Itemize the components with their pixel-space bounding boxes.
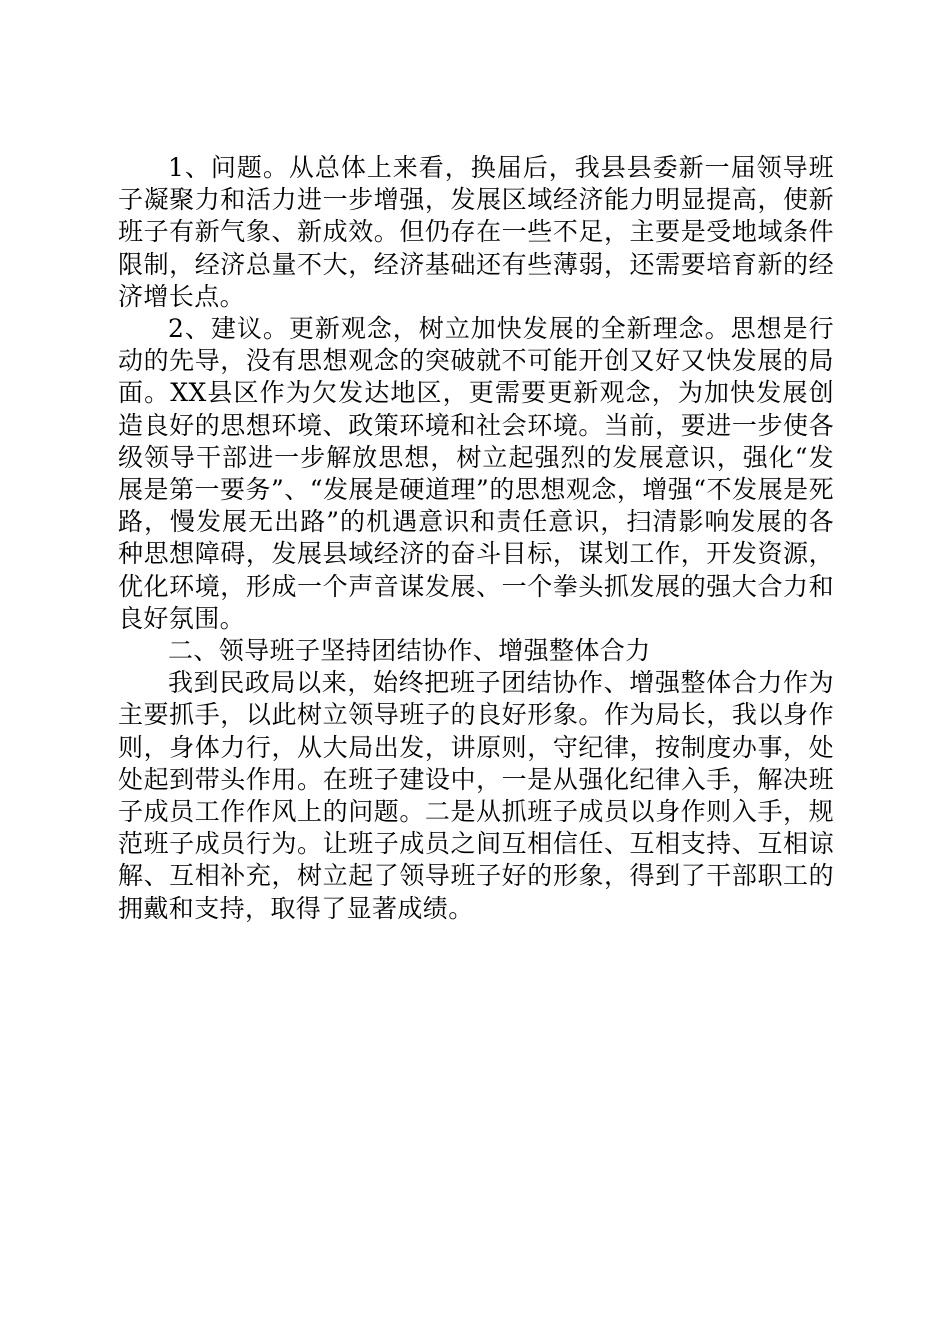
document-body — [118, 152, 834, 925]
paragraph-suggestion: 2、建议。更新观念，树立加快发展的全新理念。思想是行动的先导，没有思想观念的突破就不可能开创又好又快发展的局面。XX县区作为欠发达地区，更需要更新观念，为加快发展创造良好的思想环境、政策环境和社会环境。当前，要进一步使各级领导干部进一步解放思想，树立起强烈的发展意识，强化“发展是第一要务”、“发展是硬道理”的思想观念，增强“不发展是死路，慢发展无出路”的机遇意识和责任意识，扫清影响发展的各种思想障碍，发展县域经济的奋斗目标，谋划工作，开发资源，优化环境，形成一个声音谋发展、一个拳头抓发展的强大合力和良好氛围。 — [118, 314, 834, 633]
paragraph-teamwork: 我到民政局以来，始终把班子团结协作、增强整体合力作为主要抓手，以此树立领导班子的良好形象。作为局长，我以身作则，身体力行，从大局出发，讲原则，守纪律，按制度办事，处处起到带头作用。在班子建设中，一是从强化纪律入手，解决班子成员工作作风上的问题。二是从抓班子成员以身作则入手，规范班子成员行为。让班子成员之间互相信任、互相支持、互相谅解、互相补充，树立起了领导班子好的形象，得到了干部职工的拥戴和支持，取得了显著成绩。 — [118, 668, 834, 923]
paragraph-problem: 1、问题。从总体上来看，换届后，我县县委新一届领导班子凝聚力和活力进一步增强，发展区域经济能力明显提高，使新班子有新气象、新成效。但仍存在一些不足，主要是受地域条件限制，经济总量不大，经济基础还有些薄弱，还需要培育新的经济增长点。 — [118, 153, 834, 311]
section-heading-teamwork: 二、领导班子坚持团结协作、增强整体合力 — [168, 636, 651, 666]
